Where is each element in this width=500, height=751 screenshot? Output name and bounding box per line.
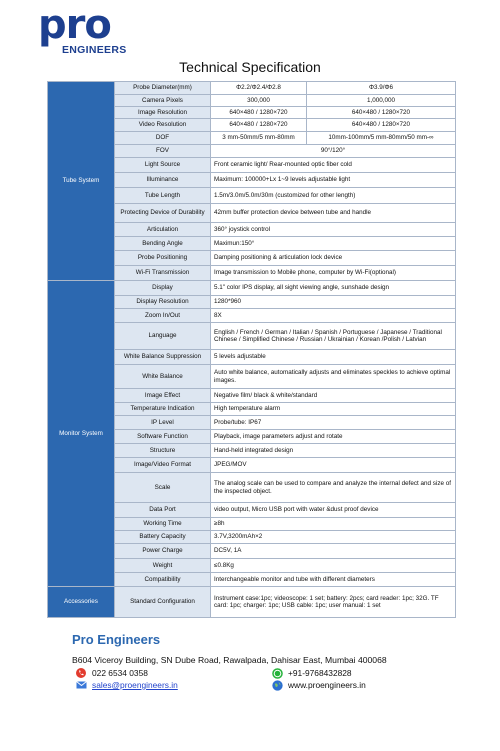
spec-label: Display	[115, 281, 211, 296]
spec-table	[47, 81, 456, 618]
email-link[interactable]: sales@proengineers.in	[92, 680, 178, 690]
footer-company-name: Pro Engineers	[72, 632, 161, 647]
spec-label: Probe Positioning	[115, 251, 211, 266]
spec-label: Protecting Device of Durability	[115, 204, 211, 223]
spec-value: Negative film/ black & white/standard	[211, 389, 456, 403]
spec-value-small-probe: 640×480 / 1280×720	[211, 107, 307, 119]
spec-value: Maximun:150°	[211, 237, 456, 251]
spec-label: White Balance Suppression	[115, 350, 211, 365]
spec-label: Standard Configuration	[115, 587, 211, 618]
spec-label: Illuminance	[115, 173, 211, 188]
spec-label: Probe Diameter(mm)	[115, 82, 211, 95]
spec-label: Zoom In/Out	[115, 309, 211, 323]
whatsapp-number: +91-9768432828	[288, 668, 352, 678]
spec-value: Image transmission to Mobile phone, computer by Wi-Fi(optional)	[211, 266, 456, 281]
spec-value: Maximum: 100000+Lx 1~9 levels adjustable light	[211, 173, 456, 188]
spec-value: The analog scale can be used to compare and analyze the internal defect and size of the inspected object.	[211, 473, 456, 503]
spec-label: Tube Length	[115, 188, 211, 204]
spec-label: Image/Video Format	[115, 458, 211, 473]
spec-label: Image Resolution	[115, 107, 211, 119]
spec-label: Bending Angle	[115, 237, 211, 251]
phone-icon	[76, 668, 86, 678]
phone-contact	[76, 668, 148, 678]
spec-value-large-probe: Φ3.9/Φ6	[307, 82, 456, 95]
spec-label: FOV	[115, 145, 211, 158]
spec-value: 1.5m/3.0m/5.0m/30m (customized for other length)	[211, 188, 456, 204]
spec-label: Weight	[115, 559, 211, 573]
spec-row	[48, 281, 456, 296]
spec-value: DC5V, 1A	[211, 544, 456, 559]
website-url[interactable]: www.proengineers.in	[288, 680, 366, 690]
section-accessories: Accessories	[48, 587, 115, 618]
spec-value-large-probe: 1,000,000	[307, 95, 456, 107]
spec-label: Structure	[115, 444, 211, 458]
spec-value-small-probe: 300,000	[211, 95, 307, 107]
spec-value: Playback, image parameters adjust and rotate	[211, 430, 456, 444]
spec-value: ≥8h	[211, 518, 456, 531]
spec-value: 3.7V,3200mAh×2	[211, 531, 456, 544]
spec-label: Scale	[115, 473, 211, 503]
spec-label: White Balance	[115, 365, 211, 389]
spec-value: Auto white balance, automatically adjusts and eliminates speckles to achieve optimal images.	[211, 365, 456, 389]
spec-label: DOF	[115, 132, 211, 145]
spec-value: 1280*960	[211, 296, 456, 309]
page-title: Technical Specification	[179, 59, 321, 75]
spec-value: video output, Micro USB port with water &dust proof device	[211, 503, 456, 518]
spec-value: Front ceramic light/ Rear-mounted optic fiber cold	[211, 158, 456, 173]
spec-value-large-probe: 640×480 / 1280×720	[307, 119, 456, 132]
spec-label: Battery Capacity	[115, 531, 211, 544]
spec-label: Temperature Indication	[115, 403, 211, 416]
whatsapp-contact	[272, 668, 352, 678]
spec-value: Probe/tube: IP67	[211, 416, 456, 430]
spec-value: 5 levels adjustable	[211, 350, 456, 365]
logo-wordmark: pro	[38, 2, 111, 48]
spec-label: Display Resolution	[115, 296, 211, 309]
spec-value-small-probe: 3 mm-50mm/5 mm-80mm	[211, 132, 307, 145]
spec-label: Articulation	[115, 223, 211, 237]
logo-subtitle: ENGINEERS	[62, 44, 127, 56]
whatsapp-icon	[272, 668, 282, 678]
email-contact	[76, 680, 178, 690]
spec-label: Power Charge	[115, 544, 211, 559]
spec-label: Data Port	[115, 503, 211, 518]
spec-value: 360° joystick control	[211, 223, 456, 237]
spec-value: Interchangeable monitor and tube with different diameters	[211, 573, 456, 587]
mail-icon	[76, 680, 86, 690]
phone-number: 022 6534 0358	[92, 668, 148, 678]
website-contact	[272, 680, 366, 690]
spec-value: 90°/120°	[211, 145, 456, 158]
spec-value-large-probe: 10mm-100mm/5 mm-80mm/50 mm-∞	[307, 132, 456, 145]
spec-value: Damping positioning & articulation lock device	[211, 251, 456, 266]
spec-value: Instrument case:1pc; videoscope: 1 set; battery: 2pcs; card reader: 1pc; 32G. TF card: 1pc; charger: 1pc; USB cable: 1pc; user manual: 1 set	[211, 587, 456, 618]
spec-label: Working Time	[115, 518, 211, 531]
spec-row	[48, 82, 456, 95]
spec-value: 5.1" color IPS display, all sight viewing angle, sunshade design	[211, 281, 456, 296]
spec-label: Light Source	[115, 158, 211, 173]
spec-value: ≤0.8Kg	[211, 559, 456, 573]
spec-label: Wi-Fi Transmission	[115, 266, 211, 281]
spec-value: JPEG/MOV	[211, 458, 456, 473]
section-tube-system: Tube System	[48, 82, 115, 281]
spec-label: Camera Pixels	[115, 95, 211, 107]
spec-value: 42mm buffer protection device between tube and handle	[211, 204, 456, 223]
spec-label: Compatibility	[115, 573, 211, 587]
spec-value-small-probe: Φ2.2/Φ2.4/Φ2.8	[211, 82, 307, 95]
spec-row	[48, 587, 456, 618]
footer-address: B604 Viceroy Building, SN Dube Road, Rawalpada, Dahisar East, Mumbai 400068	[72, 655, 387, 665]
spec-label: IP Level	[115, 416, 211, 430]
spec-value: High temperature alarm	[211, 403, 456, 416]
spec-value-large-probe: 640×480 / 1280×720	[307, 107, 456, 119]
spec-value: 8X	[211, 309, 456, 323]
spec-value: English / French / German / Italian / Spanish / Portuguese / Japanese / Traditional Chinese / Simplified Chinese / Russian / Ukrainian / Korean /Polish / Latvian	[211, 323, 456, 350]
spec-value-small-probe: 640×480 / 1280×720	[211, 119, 307, 132]
section-monitor-system: Monitor System	[48, 281, 115, 587]
company-logo	[38, 2, 138, 58]
spec-label: Software Function	[115, 430, 211, 444]
spec-label: Video Resolution	[115, 119, 211, 132]
globe-icon	[272, 680, 282, 690]
spec-label: Language	[115, 323, 211, 350]
spec-value: Hand-held integrated design	[211, 444, 456, 458]
spec-label: Image Effect	[115, 389, 211, 403]
